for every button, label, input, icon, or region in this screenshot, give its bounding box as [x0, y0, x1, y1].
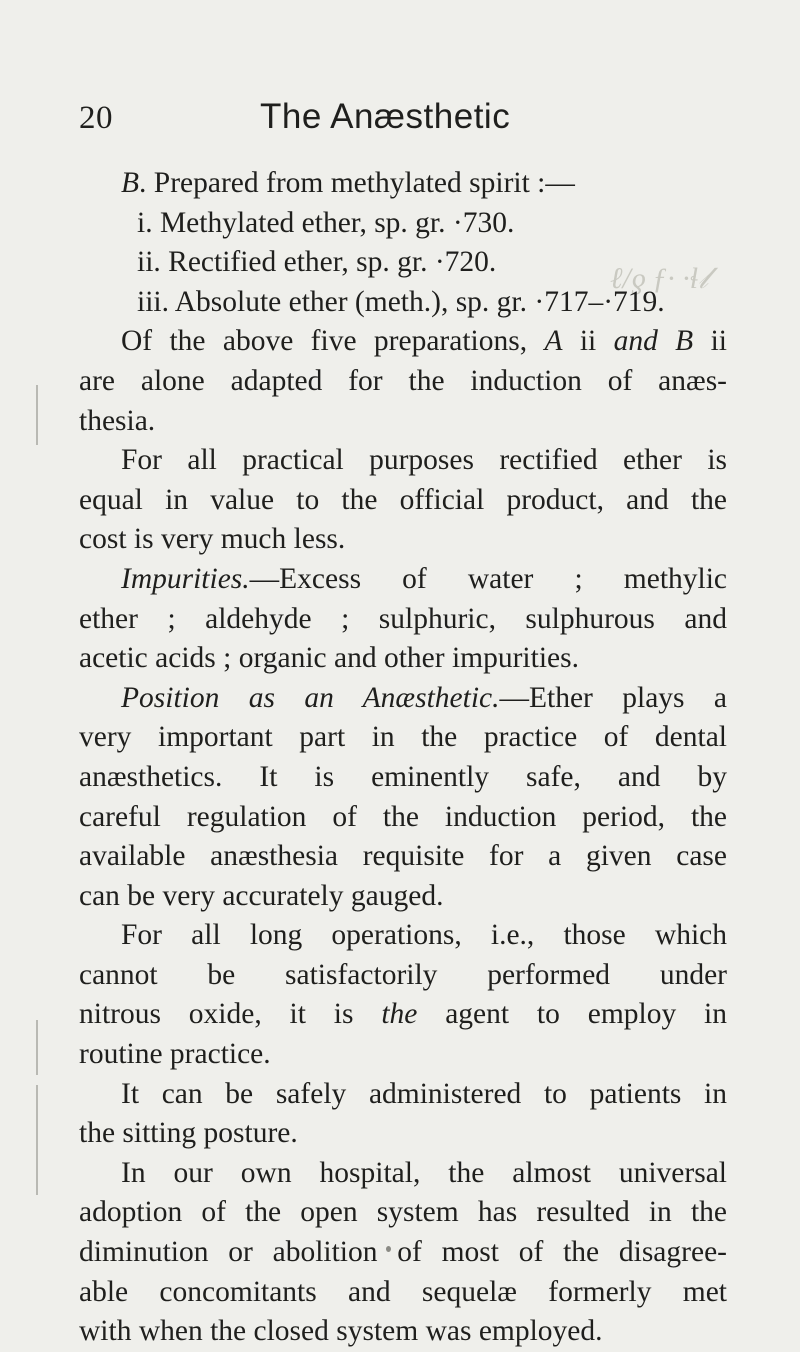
text-line: Position as an Anæsthetic.—Ether plays a: [121, 681, 727, 714]
text-line: can be very accurately gauged.: [79, 879, 444, 912]
text-line: ether ; aldehyde ; sulphuric, sulphurous and: [79, 602, 727, 635]
text-line: with when the closed system was employed.: [79, 1315, 603, 1348]
margin-line-mark: [36, 385, 38, 445]
text-line: available anæsthesia requisite for a given case: [79, 840, 727, 873]
text-line: anæsthetics. It is eminently safe, and by: [79, 760, 727, 793]
text-line: B. Prepared from methylated spirit :—: [121, 167, 575, 199]
text-line: Of the above five preparations, A ii and B ii: [121, 325, 727, 358]
margin-line-mark: [36, 1020, 38, 1075]
text-line: Impurities.—Excess of water ; methylic: [121, 562, 727, 595]
text-line: are alone adapted for the induction of anæs-: [79, 364, 727, 397]
list-item: iii. Absolute ether (meth.), sp. gr. ·717–·719.: [137, 285, 665, 318]
running-title: The Anæsthetic: [260, 97, 511, 136]
page-body: [79, 164, 727, 1352]
text-line: For all long operations, i.e., those which: [121, 919, 727, 952]
text-line: able concomitants and sequelæ formerly met: [79, 1275, 727, 1308]
text-line: For all practical purposes rectified ether is: [121, 444, 727, 477]
text-line: equal in value to the official product, and the: [79, 483, 727, 516]
text-line: careful regulation of the induction period, the: [79, 800, 727, 833]
text-line: adoption of the open system has resulted in the: [79, 1196, 727, 1229]
text-line: very important part in the practice of dental: [79, 721, 727, 754]
text-line: nitrous oxide, it is the agent to employ in: [79, 998, 727, 1031]
text-line: acetic acids ; organic and other impurities.: [79, 642, 579, 675]
text-line: cannot be satisfactorily performed under: [79, 958, 727, 991]
text-line: thesia.: [79, 404, 156, 437]
text-line: diminution or abolition of most of the disagree-: [79, 1236, 727, 1269]
text-line: In our own hospital, the almost universal: [121, 1156, 727, 1189]
text-line: cost is very much less.: [79, 523, 346, 556]
page-number: 20: [79, 100, 113, 136]
text-line: It can be safely administered to patients in: [121, 1077, 727, 1110]
faint-pencil-mark: ℓ/ƍ ƒ· ·ɬ𝓁: [610, 262, 709, 295]
text-line: the sitting posture.: [79, 1117, 298, 1150]
text-line: routine practice.: [79, 1038, 271, 1071]
list-item: ii. Rectified ether, sp. gr. ·720.: [137, 246, 497, 279]
margin-line-mark: [36, 1085, 38, 1195]
list-item: i. Methylated ether, sp. gr. ·730.: [137, 206, 515, 239]
